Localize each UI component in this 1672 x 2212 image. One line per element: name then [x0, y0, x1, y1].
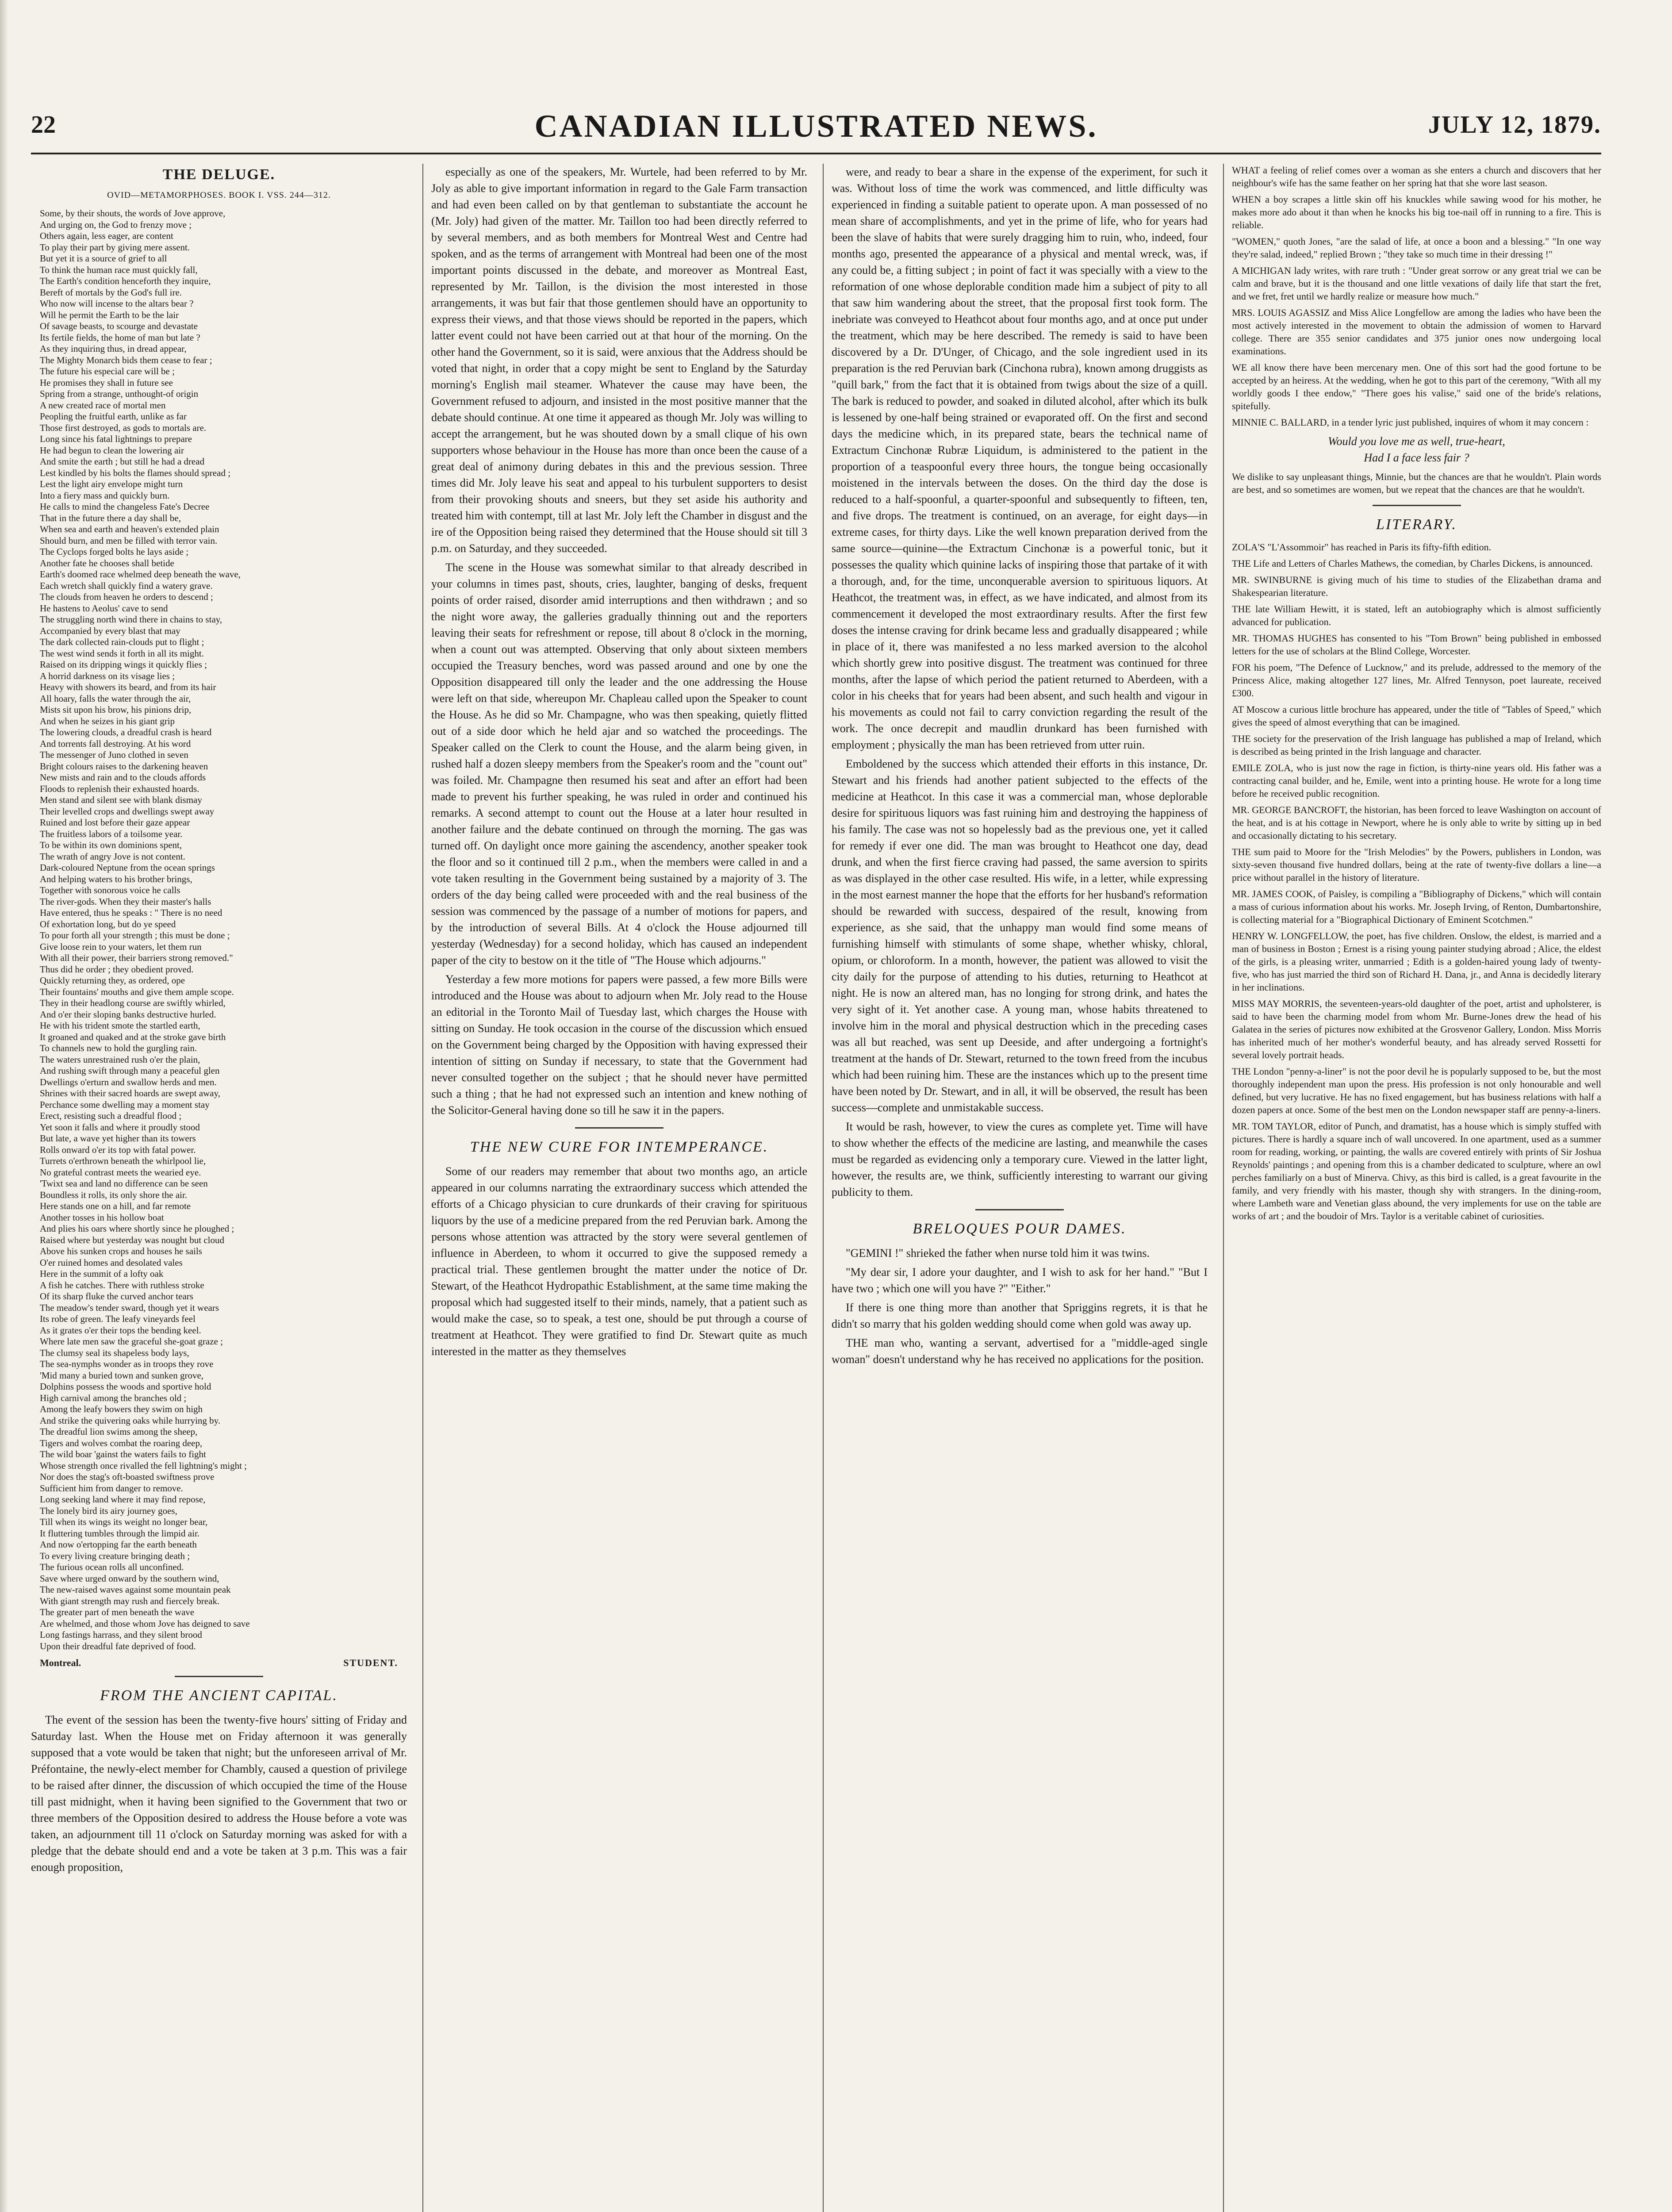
column-divider — [1223, 164, 1224, 2212]
literary-item: EMILE ZOLA, who is just now the rage in fiction, is thirty-nine years old. His father was a contracting canal builder, and he, Emile, went into a printing house. He wrote for a long time before he received public recognition. — [1232, 762, 1601, 799]
literary-item: MR. SWINBURNE is giving much of his time to studies of the Elizabethan drama and Shakespearian literature. — [1232, 574, 1601, 598]
ancient-capital-text-1: The event of the session has been the twenty-five hours' sitting of Friday and Saturday last. When the House met on Friday afternoon it was generally supposed that a vote would be taken that night; but the unforeseen arrival of Mr. Préfontaine, the newly-elect member for Chambly, caused a question of privilege to be raised after dinner, the discussion of which occupied the time of the House till past midnight, when it having been signified to the Government that two or three members of the Opposition desired to address the House before a vote was taken, an adjournment till 11 o'clock on Saturday morning was asked for with a pledge that the debate should end and a vote be taken at 3 p.m. This was a fair enough proposition, — [31, 1713, 407, 1874]
column-4 — [1232, 164, 1601, 2212]
literary-item: FOR his poem, "The Defence of Lucknow," and its prelude, addressed to the memory of the Princess Alice, making altogether 127 lines, Mr. Alfred Tennyson, poet laureate, received £300. — [1232, 662, 1601, 699]
literary-item: HENRY W. LONGFELLOW, the poet, has five children. Onslow, the eldest, is married and a man of business in Boston ; Ernest is a rising young painter studying abroad ; Alice, the eldest of the girls, is a pleasing writer, unmarried ; Edith is a golden-haired young lady of twenty-five, who has just married the third son of Richard H. Dana, jr., and Anna is decidedly literary in her inclinations. — [1232, 930, 1601, 993]
breloques-item-6: WHEN a boy scrapes a little skin off his knuckles while sawing wood for his mother, he makes more ado about it than when he knocks his big toe-nail off in running to a fire. This is reliable. — [1232, 194, 1601, 230]
literary-title: LITERARY. — [1376, 516, 1457, 533]
breloques-item-1: "GEMINI !" shrieked the father when nurse told him it was twins. — [846, 1247, 1150, 1260]
column-1 — [31, 164, 407, 2212]
breloques-title: BRELOQUES POUR DAMES. — [913, 1221, 1127, 1237]
literary-item: THE London "penny-a-liner" is not the poor devil he is popularly supposed to be, but the most thoroughly independent man upon the press. His profession is not only honourable and well defined, but very lucrative. He has no fixed engagement, but has business relations with half a dozen papers at once. Some of the best men on the London newspaper staff are penny-a-liners. — [1232, 1066, 1601, 1115]
ancient-capital-text-4: Yesterday a few more motions for papers were passed, a few more Bills were introduced and the House was about to adjourn when Mr. Joly read to the House an editorial in the Toronto Mail of Tuesday last, which charges the House with sitting on Sunday. He took occasion in the course of the discussion which ensued on the Government being charged by the Opposition with having expressed their intention of sitting on Sunday if necessary, to state that the Government had never consulted together on the subject ; that he should never have permitted such a thing ; that he had not expressed such an intention and knew nothing of the Solicitor-General having done so till he saw it in the papers. — [431, 973, 807, 1117]
breloques-item-5: WHAT a feeling of relief comes over a woman as she enters a church and discovers that her neighbour's wife has the same feather on her spring hat that she wore last season. — [1232, 165, 1601, 188]
section-divider — [175, 1676, 263, 1677]
page-number: 22 — [31, 111, 56, 138]
intemperance-text-2: were, and ready to bear a share in the expense of the experiment, for such it was. Without loss of time the work was commenced, and little difficulty was experienced in finding a suitable patient to operate upon. A man possessed of no mean share of accomplishments, and yet in the prime of life, who for years had been the slave of habits that were surely dragging him to ruin, who, indeed, four months ago, presented the appearance of a physical and mental wreck, was, if any could be, a fitting subject ; in point of fact it was specially with a view to the reformation of one whose deplorable condition made him a subject of pity to all that saw him wandering about the street, that the proposal first took form. The inebriate was conveyed to Heathcot about four months ago, and at once put under the treatment, which may be here described. The remedy is said to have been discovered by a Dr. D'Unger, of Chicago, and the sole ingredient used in its preparation is the red Peruvian bark (Cinchona rubra), known among druggists as "quill bark," from the fact that it is obtained from twigs about the size of a quill. The bark is reduced to powder, and soaked in diluted alcohol, after which its bulk is lessened by one-half being strained or evaporated off. On the first and second days the medicine which, in its prepared state, bears the technical name of Extractum Cinchonæ Rubræ Liquidum, is administered to the patient in the proportion of a teaspoonful every three hours, the tongue being occasionally moistened in the intervals between the doses. On the third day the dose is reduced to a half-spoonful, a quarter-spoonful and subsequently to fifteen, ten, and five drops. The treatment is continued, on an average, for eight days—in extreme cases, for thirty days. Like the well known preparation derived from the same source—quinine—the Extractum Cinchonæ is a powerful tonic, but it possesses the quality which quinine lacks of inspiring those that partake of it with a thorough, and, for the time, unconquerable aversion to spirituous liquors. At Heathcot, the treatment was, in effect, as we have indicated, and almost from its commencement it developed the most extraordinary results. After the first few doses the intense craving for drink became less and gradually disappeared ; while in place of it, there was manifested a no less marked aversion to the alcohol which shortly grew into positive disgust. The treatment was continued for three months, after the lapse of which period the patient returned to Aberdeen, with a color in his cheeks that for years had been absent, and such health and vigour in his movements as could not fail to carry conviction regarding the result of the work. The once decrepit and maudlin drunkard has been furnished with employment ; physically the man has been retrieved from utter ruin. — [832, 165, 1208, 751]
literary-item: MR. TOM TAYLOR, editor of Punch, and dramatist, has a house which is simply stuffed with pictures. There is hardly a square inch of wall uncovered. In one apartment, used as a summer room for reading, working, or painting, the walls are covered entirely with prints of Sir Joshua Reynolds' paintings ; and opening from this is a chamber dedicated to sculpture, where an owl perches familiarly on a bust of Minerva. Chivy, as this bird is called, is a great favourite in the family, and very friendly with his master, though shy with strangers. In the dining-room, where Lambeth ware and Venetian glass abound, the very implements for use on the table are works of art ; and the boudoir of Mrs. Taylor is a veritable cabinet of curiosities. — [1232, 1121, 1601, 1221]
breloques-item-12: We dislike to say unpleasant things, Minnie, but the chances are that he wouldn't. Plain words are best, and so sometimes are women, but we repeat that the chances are that he wouldn't. — [1232, 471, 1601, 495]
intemperance-text-3: Emboldened by the success which attended their efforts in this instance, Dr. Stewart and his friends had another patient subjected to the effects of the medicine at Heathcot. In this case it was a commercial man, whose deplorable desire for spirituous liquors was fast ruining him and destroying the happiness of his family. The case was not so hopelessly bad as the previous one, yet it called for remedy if ever one did. The man was brought to Heathcot one day, dead drunk, and when the first fierce craving had passed, the same aversion to spirits as was displayed in the other case resulted. His wife, in a letter, while expressing in the most earnest manner the hope that the efforts for her husband's reformation should be rewarded with success, despaired of the result, knowing from experience, as she said, that the unhappy man would find some means of furnishing himself with stimulants of some shape, whether whisky, chloral, opium, or chloroform. In a month, however, the patient was allowed to visit the city daily for the purpose of attending to his duties, returning to Heathcot at night. He is now an altered man, has no longing for strong drink, and hates the very sight of it. Yet another case. A young man, whose habits threatened to involve him in the moral and physical destruction which in the preceding cases was all but reached, was sent up Deeside, and after undergoing a fortnight's treatment at the hands of Dr. Stewart, returned to the town freed from the incubus which had been ruining him. These are the instances which up to the present time have been noted by Dr. Stewart, and in all, it will be observed, the result has been success—complete and unmistakable success. — [832, 757, 1208, 1114]
section-divider — [575, 1127, 663, 1129]
ancient-capital-text-3: The scene in the House was somewhat similar to that already described in your columns in times past, shouts, cries, laughter, banging of desks, frequent points of order raised, disorder amid interruptions and then withdrawn ; and so the night wore away, the galleries gradually thinning out and the reporters leaving their seats for refreshment or repose, till about 8 o'clock in the morning, when a count out was attempted. Observing that only about sixteen members occupied the Treasury benches, word was passed around and one by one the Opposition disappeared till only the leader and the one addressing the House were left on that side, whereupon Mr. Chapleau called upon the Speaker to count the House. As he did so Mr. Champagne, who was then speaking, quietly flitted out of a side door which he held ajar and so watched the proceedings. The Speaker called on the Clerk to count the House, and the alarm being given, in rushed half a dozen sleepy members from the Speaker's room and the "count out" was foiled. Mr. Champagne then resumed his seat and after an effort had been made to prevent his further speaking, he was ruled in order and continued his remarks. A second attempt to count out the House at a later hour resulted in another failure and the debate continued on through the morning. The gas was turned off. On daylight once more gaining the ascendency, another speaker took the floor and so it continued till 2 p.m., when the members were called in and a vote taken resulting in the Government being sustained by a majority of 3. The orders of the day being called were proceeded with and the real business of the session was commenced by the passage of a number of motions for papers, and by the introduction of several Bills. At 4 o'clock the House adjourned till yesterday (Wednesday) for a second holiday, which has caused an independent paper of the city to bestow on it the title of "The House which adjourns." — [431, 561, 807, 967]
breloques-item-10: WE all know there have been mercenary men. One of this sort had the good fortune to be accepted by an heiress. At the wedding, when he got to this part of the ceremony, "With all my worldly goods I thee endow," "There goes his valise," said one of the bride's relations, spitefully. — [1232, 362, 1601, 411]
literary-item: MISS MAY MORRIS, the seventeen-years-old daughter of the poet, artist and upholsterer, is said to have been the charming model from whom Mr. Burne-Jones drew the head of his Galatea in the series of pictures now exhibited at the Grosvenor Gallery, London. Miss Morris has inherited much of her mother's wonderful beauty, and has already served Rossetti for several lovely portrait heads. — [1232, 998, 1601, 1060]
issue-date: JULY 12, 1879. — [1428, 111, 1601, 138]
masthead-rule — [31, 153, 1601, 154]
literary-item: MR. GEORGE BANCROFT, the historian, has been forced to leave Washington on account of the heat, and is at his cottage in Newport, where he is only able to write by sitting up in bed and occasionally dictating to his secretary. — [1232, 804, 1601, 841]
ancient-capital-text-2: especially as one of the speakers, Mr. Wurtele, had been referred to by Mr. Joly as able to give important information in regard to the Gale Farm transaction and had even been called on by that gentleman to substantiate the account he (Mr. Joly) had given of the matter. Mr. Taillon too had been directly referred to by several members, and as both members for Montreal West and Centre had spoken, and as the terms of arrangement with Montreal had been one of the most important points discussed in the debate, and moreover as Montreal East, represented by Mr. Taillon, is the division the most interested in those arrangements, it was but fair that those gentlemen should have an opportunity to express their views, and that those views should be reported in the papers, which latter event could not have been carried out at that hour of the morning. On the other hand the Government, so it is said, were anxious that the Address should be voted that night, in order that a copy might be sent to England by the Saturday morning's English mail steamer. Whatever the cause may have been, the Government refused to adjourn, and insisted in the most positive manner that the debate should continue. At one time it appeared as though Mr. Joly was willing to accept the arrangement, but he was shouted down by a small clique of his own supporters whose behaviour in the House has more than once been the cause of a great deal of animony during debates in this and the previous session. Three times did Mr. Joly leave his seat and appeal to his turbulent supporters to desist from their provoking shouts and sneers, but they set aside his authority and treated him with contempt, till at last Mr. Joly left the Chamber in disgust and the ire of the Opposition being raised they determined that the House should sit till 3 p.m. on Saturday, and they succeeded. — [431, 165, 807, 555]
breloques-item-3: If there is one thing more than another that Spriggins regrets, it is that he didn't so marry that his golden wedding should come when gold was away up. — [832, 1301, 1208, 1330]
column-divider — [823, 164, 824, 2212]
intemperance-text-1: Some of our readers may remember that about two months ago, an article appeared in our columns narrating the extraordinary success which attended the efforts of a Chicago physician to cure drunkards of their craving for spirituous liquors by the use of a medicine prepared from the red Peruvian bark. Among the persons whose attention was attracted by the story were several gentlemen of influence in Aberdeen, to whom it occurred to give the supposed remedy a practical trial. These gentlemen brought the matter under the notice of Dr. Stewart, of the Heathcot Hydropathic Establishment, at the same time making the proposal which had suggested itself to their minds, namely, that a patient such as would make the case, so to speak, a test one, should be put through a course of treatment at Heathcot. They were gratified to find Dr. Stewart quite as much interested in the matter as they themselves — [431, 1165, 807, 1358]
column-3 — [832, 164, 1208, 2212]
breloques-item-2: "My dear sir, I adore your daughter, and I wish to ask for her hand." "But I have two ; which one will you have ?" "Either." — [832, 1266, 1208, 1295]
literary-item: MR. JAMES COOK, of Paisley, is compiling a "Bibliography of Dickens," which will contain a mass of curious information about his works. Mr. Joseph Irving, of Renton, Dumbartonshire, is collecting material for a "Biographical Dictionary of Eminent Scotchmen." — [1232, 888, 1601, 925]
literary-item: THE late William Hewitt, it is stated, left an autobiography which is almost sufficiently advanced for publication. — [1232, 603, 1601, 627]
literary-item: ZOLA'S "L'Assommoir" has reached in Paris its fifty-fifth edition. — [1232, 541, 1492, 553]
deluge-author: STUDENT. — [343, 1657, 398, 1668]
breloques-item-7: "WOMEN," quoth Jones, "are the salad of life, at once a boon and a blessing." "In one way they're salad, indeed," replied Brown ; "they take so much time in their dressing !" — [1232, 236, 1601, 260]
intemperance-title: THE NEW CURE FOR INTEMPERANCE. — [470, 1139, 769, 1155]
columns — [31, 164, 1601, 2212]
deluge-signoff — [40, 1655, 398, 1667]
deluge-title: THE DELUGE. — [162, 166, 276, 183]
breloques-item-9: MRS. LOUIS AGASSIZ and Miss Alice Longfellow are among the ladies who have been the most actively interested in the movement to obtain the admission of women to Harvard college. There are 355 senior candidates and 375 junior ones now undergoing local examinations. — [1232, 307, 1601, 357]
deluge-source: OVID—METAMORPHOSES. BOOK I. VSS. 244—312. — [107, 190, 331, 200]
deluge-place: Montreal. — [40, 1657, 81, 1668]
literary-item: THE Life and Letters of Charles Mathews, the comedian, by Charles Dickens, is announced. — [1232, 558, 1593, 569]
column-divider — [422, 164, 423, 2212]
literary-item: THE sum paid to Moore for the "Irish Melodies" by the Powers, publishers in London, was sixty-seven thousand five hundred dollars, being at the rate of twenty-five dollars a line—a price without parallel in the history of literature. — [1232, 846, 1601, 883]
literary-item: THE society for the preservation of the Irish language has published a map of Ireland, which is described as being printed in the Irish language and character. — [1232, 733, 1601, 757]
deluge-poem: Some, by their shouts, the words of Jove approve, And urging on, the God to frenzy move ; Others again, less eager, are content To play their part by giving mere assent. But yet it is a source of grief to all To think the human race must quickly fall, The Earth's condition henceforth they inquire, Bereft of mortals by the God's full ire. Who now will incense to the altars bear ? Will he permit the Earth to be the lair Of savage beasts, to scourge and devastate Its fertile fields, the home of man but late ? As they inquiring thus, in dread appear, The Mighty Monarch bids them cease to fear ; The future his especial care will be ; He promises they shall in future see Spring from a strange, unthought-of origin A new created race of mortal men Peopling the fruitful earth, unlike as far Those first destroyed, as gods to mortals are. Long since his fatal lightnings to prepare He had begun to clean the lowering air And smite the earth ; but still he had a dread Lest kindled by his bolts the flames should spread ; Lest the light airy envelope might turn Into a fiery mass and quickly burn. He calls to mind the changeless Fate's Decree That in the future there a day shall be, When sea and earth and heaven's extended plain Should burn, and men be filled with terror vain. The Cyclops forged bolts he lays aside ; Another fate he chooses shall betide Earth's doomed race whelmed deep beneath the wave, Each wretch shall quickly find a watery grave. The clouds from heaven he orders to descend ; He hastens to Aeolus' cave to send The struggling north wind there in chains to stay, Accompanied by every blast that may The dark collected rain-clouds put to flight ; The west wind sends it forth in all its might. Raised on its dripping wings it quickly flies ; A horrid darkness on its visage lies ; Heavy with showers its beard, and from its hair All hoary, falls the water through the air, Mists sit upon his brow, his pinions drip, And when he seizes in his giant grip The lowering clouds, a dreadful crash is heard And torrents fall destroying. At his word The messenger of Juno clothed in seven Bright colours raises to the darkening heaven New mists and rain and to the clouds affords Floods to replenish their exhausted hoards. Men stand and silent see with blank dismay Their levelled crops and dwellings swept away Ruined and lost before their gaze appear The fruitless labors of a toilsome year. To be within its own dominions spent, The wrath of angry Jove is not content. Dark-coloured Neptune from the ocean springs And helping waters to his brother brings, Together with sonorous voice he calls The river-gods. When they their master's halls Have entered, thus he speaks : " There is no need Of exhortation long, but do ye speed To pour forth all your strength ; this must be done ; Give loose rein to your waters, let them run With all their power, their barriers strong removed." Thus did he order ; they obedient proved. Quickly returning they, as ordered, ope Their fountains' mouths and give them ample scope. They in their headlong course are swiftly whirled, And o'er their sloping banks destructive hurled. He with his trident smote the startled earth, It groaned and quaked and at the stroke gave birth To channels new to hold the gurgling rain. The waters unrestrained rush o'er the plain, And rushing swift through many a peaceful glen Dwellings o'erturn and swallow herds and men. Shrines with their sacred hoards are swept away, Perchance some dwelling may a moment stay Erect, resisting such a dreadful flood ; Yet soon it falls and where it proudly stood But late, a wave yet higher than its towers Rolls onward o'er its top with fatal power. Turrets o'erthrown beneath the whirlpool lie, No grateful contrast meets the wearied eye. 'Twixt sea and land no difference can be seen Boundless it rolls, its only shore the air. Here stands one on a hill, and far remote Another tosses in his hollow boat And plies his oars where shortly since he ploughed ; Raised where but yesterday was nought but cloud Above his sunken crops and houses he sails O'er ruined homes and desolated vales Here in the summit of a lofty oak A fish he catches. There with ruthless stroke Of its sharp fluke the curved anchor tears The meadow's tender sward, though yet it wears Its robe of green. The leafy vineyards feel As it grates o'er their tops the bending keel. Where late men saw the graceful she-goat graze ; The clumsy seal its shapeless body lays, The sea-nymphs wonder as in troops they rove 'Mid many a buried town and sunken grove, Dolphins possess the woods and sportive hold High carnival among the branches old ; Among the leafy bowers they swim on high And strike the quivering oaks while hurrying by. The dreadful lion swims among the sheep, Tigers and wolves combat the roaring deep, The wild boar 'gainst the waters fails to fight Whose strength once rivalled the fell lightning's might ; Nor does the stag's oft-boasted swiftness prove Sufficient him from danger to remove. Long seeking land where it may find repose, The lonely bird its airy journey goes, Till when its wings its weight no longer bear, It fluttering tumbles through the limpid air. And now o'ertopping far the earth beneath To every living creature bringing death ; The furious ocean rolls all unconfined. Save where urged onward by the southern wind, The new-raised waves against some mountain peak With giant strength may rush and fiercely break. The greater part of men beneath the wave Are whelmed, and those whom Jove has deigned to save Long fastings harrass, and they silent brood Upon their dreadful fate deprived of food. — [40, 208, 250, 1651]
paper-title: CANADIAN ILLUSTRATED NEWS. — [534, 108, 1098, 144]
page-edge-shadow — [0, 0, 8, 2212]
literary-item: MR. THOMAS HUGHES has consented to his "Tom Brown" being published in embossed letters for the use of scholars at the Blind College, Worcester. — [1232, 633, 1601, 657]
masthead — [31, 108, 1601, 150]
literary-item: AT Moscow a curious little brochure has appeared, under the title of "Tables of Speed," which gives the speed of almost everything that can be imagined. — [1232, 704, 1601, 728]
breloques-item-11: MINNIE C. BALLARD, in a tender lyric just published, inquires of whom it may concern : — [1232, 417, 1589, 428]
breloques-item-8: A MICHIGAN lady writes, with rare truth : "Under great sorrow or any great trial we can be calm and brave, but it is the thousand and one little vexations of daily life that start the fret, and we fret, fret until we hardly realize or measure how much." — [1232, 265, 1601, 302]
ancient-capital-title: FROM THE ANCIENT CAPITAL. — [100, 1687, 338, 1704]
section-divider — [1373, 505, 1461, 506]
column-2 — [431, 164, 807, 2212]
intemperance-text-4: It would be rash, however, to view the cures as complete yet. Time will have to show whether the effects of the medicine are lasting, and meanwhile the cases must be regarded as evidencing only a temporary cure. Viewed in the latter light, however, the results are, we think, sufficiently interesting to warrant our giving publicity to them. — [832, 1120, 1208, 1198]
section-divider — [975, 1209, 1064, 1210]
breloques-verse: Would you love me as well, true-heart, Had I a face less fair ? — [1328, 435, 1505, 464]
breloques-item-4: THE man who, wanting a servant, advertised for a "middle-aged single woman" doesn't understand why he has received no applications for the position. — [832, 1336, 1208, 1366]
